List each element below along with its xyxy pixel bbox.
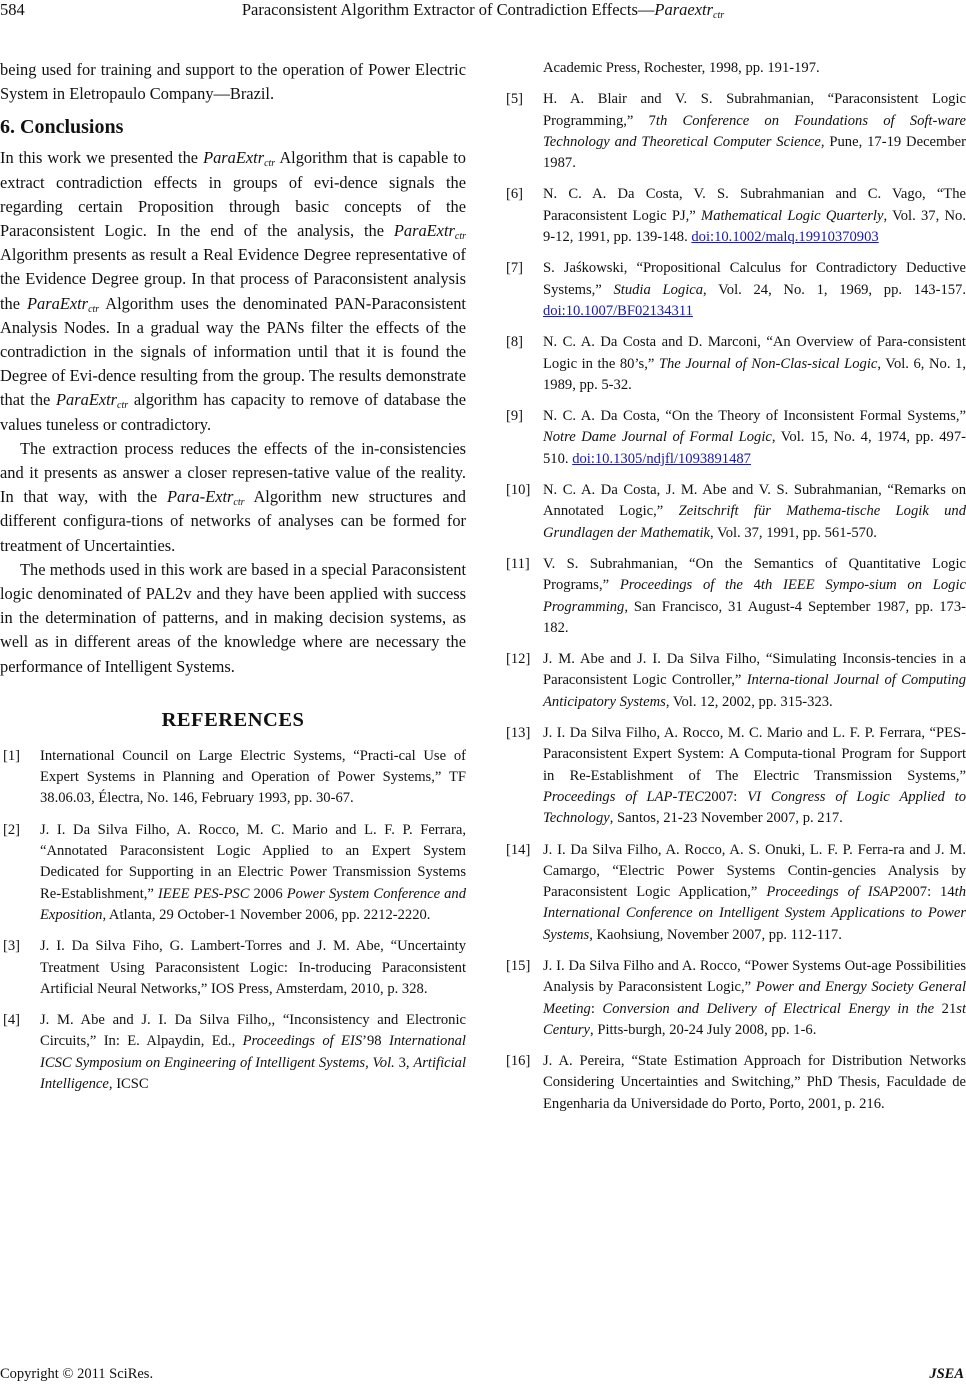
reference-text	[543, 725, 966, 826]
italic-run: Notre Dame Journal of Formal Logic	[543, 429, 772, 446]
reference-number: [4]	[3, 1012, 21, 1029]
reference-number: [10]	[506, 482, 531, 499]
reference-text	[40, 938, 466, 997]
references-heading: REFERENCES	[161, 708, 305, 731]
italic-run: Conversion and Delivery of Electrical Energy in the	[602, 1000, 935, 1017]
journal-abbrev: JSEA	[929, 1366, 964, 1382]
conclusions-paragraph-3	[0, 558, 466, 679]
reference-item	[503, 332, 966, 396]
text-run: J. I. Da Silva Filho, A. Rocco, M. C. Mario and L. F. P. Ferrara, “PES-Paraconsistent Expert System: A Computa-tional Program for Support in Re-Establishment of The Electric Transmission Systems,”	[543, 725, 966, 784]
text-run: The extraction process reduces the effects of the in-consistencies and it presents as answer a closer represen-tative value of the reality. In that way, with the	[0, 438, 466, 507]
running-header	[0, 0, 966, 24]
reference-item	[503, 723, 966, 829]
reference-continuation	[503, 58, 966, 79]
text-run: J. M. Abe and J. I. Da Silva Filho, “Simulating Inconsis-tencies in a Paraconsistent Logic Controller,”	[543, 651, 966, 689]
text-run: , Vol. 24, No. 1, 1969, pp. 143-157.	[703, 281, 966, 298]
intro-paragraph	[0, 58, 466, 106]
italic-run: ParaExtr	[393, 221, 455, 241]
reference-list-right	[503, 89, 966, 1115]
subscript: ctr	[233, 497, 245, 509]
subscript: ctr	[88, 303, 100, 315]
text-run: , Vol. 37, 1991, pp. 561-570.	[710, 524, 877, 541]
copyright: Copyright © 2011 SciRes.	[0, 1366, 154, 1382]
text-run: , Kaohsiung, November 2007, pp. 112-117.	[589, 926, 842, 943]
reference-text	[40, 822, 466, 923]
italic-run: Zeitschrift für Mathema-tische Logik und Grundlagen der Mathematik	[543, 503, 966, 541]
reference-text	[543, 408, 966, 467]
italic-run: Vol.	[372, 1054, 395, 1071]
italic-run: Proceedings of ISAP	[766, 884, 898, 901]
text-run: In this work we presented the	[0, 148, 204, 168]
running-title-sub: ctr	[713, 10, 725, 21]
italic-run: The Journal of Non-Clas-sical Logic	[658, 355, 878, 372]
reference-number: [13]	[506, 725, 531, 742]
doi-link[interactable]: doi:10.1007/BF02134311	[543, 302, 693, 319]
text-run: International Council on Large Electric Systems, “Practi-cal Use of Expert Systems in Planning and Operation of Power Systems,” TF 38.06.03, Électra, No. 146, February 1993, pp. 30-67.	[40, 747, 466, 807]
text-run: 4	[742, 577, 761, 594]
text-run: J. I. Da Silva Fiho, G. Lambert-Torres and J. M. Abe, “Uncertainty Treatment Using Paraconsistent Logic: In-troducing Paraconsistent Artificial Neural Networks,” IOS Press, Amsterdam, 2010, p. 328.	[40, 938, 466, 997]
italic-run: Power System Conference and Exposition	[40, 885, 466, 923]
reference-item	[503, 649, 966, 713]
text-run: The methods used in this work are based in a special Paraconsistent logic denominated of PAL2v and they have been applied with success in the determination of patterns, and in making decision systems, as well as in different areas of the knowledge where are necessary the performance of Intelligent Systems.	[0, 559, 466, 676]
text-run: J. I. Da Silva Filho, A. Rocco, A. S. Onuki, L. F. P. Ferra-ra and J. M. Camargo, “Electric Power Systems Contin-gencies Analysis by Paraconsistent Logic Application,”	[543, 841, 966, 901]
reference-item	[503, 184, 966, 248]
reference-number: [5]	[506, 91, 524, 108]
italic-run: Studia Logica	[613, 281, 704, 298]
reference-number: [6]	[506, 186, 524, 203]
reference-number: [12]	[506, 651, 531, 668]
text-run: , Pune, 17-19 December 1987.	[543, 133, 966, 172]
reference-number: [1]	[3, 747, 21, 764]
italic-run: International ICSC Symposium on Engineering of Intelligent Systems	[40, 1033, 466, 1071]
text-run: J. M. Abe and J. I. Da Silva Filho,, “Inconsistency and Electronic Circuits,” In: E. Alpaydin, Ed.,	[40, 1012, 466, 1050]
subscript: ctr	[264, 158, 276, 170]
conclusions-paragraph-1	[0, 146, 466, 436]
reference-number: [2]	[3, 821, 21, 838]
reference-item	[0, 1010, 466, 1095]
italic-run: th IEEE Sympo-sium on Logic Programming	[543, 577, 966, 615]
text-run: ’98	[362, 1033, 389, 1050]
text-run: J. A. Pereira, “State Estimation Approach for Distribution Networks Considering Uncertainties and Switching,” PhD Thesis, Faculdade de Engenharia da Universidade do Porto, Porto, 2001, p. 216.	[543, 1053, 966, 1112]
text-run: , San Francisco, 31 August-4 September 1987, pp. 173-182.	[543, 598, 966, 636]
text-run: , Vol. 6, No. 1, 1989, pp. 5-32.	[543, 355, 966, 393]
text-run: Academic Press, Rochester, 1998, pp. 191-197.	[543, 60, 820, 76]
reference-number: [8]	[506, 334, 524, 351]
reference-text	[543, 651, 966, 710]
text-run: Algorithm presents as result a Real Evidence Degree representative of the Evidence Degree group. In that process of Paraconsistent analysis the	[0, 245, 466, 313]
text-run: 2007:	[704, 788, 748, 805]
doi-link[interactable]: doi:10.1305/ndjfl/1093891487	[572, 450, 751, 467]
italic-run: Proceedings of the	[619, 577, 743, 594]
italic-run: IEEE PES-PSC	[157, 885, 250, 902]
italic-run: th International Conference on Intelligent System Applications to Power Systems	[543, 884, 966, 943]
text-run: H. A. Blair and V. S. Subrahmanian, “Paraconsistent Logic Programming,” 7	[543, 91, 966, 129]
reference-text	[543, 334, 966, 393]
text-run: being used for training and support to the operation of Power Electric System in Eletropaulo Company―Brazil.	[0, 60, 466, 104]
text-run: 3,	[394, 1054, 414, 1071]
left-column	[0, 58, 466, 1105]
text-run: Algorithm new structures and different configura-tions of networks of analyses can be formed for treatment of Uncertainties.	[0, 487, 466, 555]
italic-run: th Conference on Foundations of Soft-ware Technology and Theoretical Computer Science	[543, 112, 966, 150]
italic-run: st Century	[543, 1000, 966, 1038]
text-run: , Vol. 12, 2002, pp. 315-323.	[665, 693, 833, 710]
text-run: Algorithm uses the denominated PAN-Paraconsistent Analysis Nodes. In a gradual way the PANs filter the effects of the contradiction in the signals of information until that it is found the Degree of Evi-dence resulting from the group. The results demonstrate that the	[0, 293, 466, 410]
right-column	[503, 58, 966, 1125]
text-run: Algorithm that is capable to extract contradiction effects in groups of evi-dence signals the regarding certain Proposition through basic concepts of the Paraconsistent Logic. In the end of the analysis, the	[0, 148, 466, 241]
text-run: J. I. Da Silva Filho and A. Rocco, “Power Systems Out-age Possibilities Analysis by Paraconsistent Logic,”	[543, 957, 966, 996]
conclusions-paragraph-2	[0, 437, 466, 558]
text-run: , Atlanta, 29 October-1 November 2006, pp. 2212-2220.	[102, 906, 431, 923]
text-run: , Vol. 37, No. 9-12, 1991, pp. 139-148.	[543, 207, 966, 246]
reference-item	[503, 956, 966, 1041]
text-run: V. S. Subrahmanian, “On the Semantics of Quantitative Logic Programs,”	[543, 555, 966, 594]
italic-run: ParaExtr	[203, 148, 265, 168]
reference-item	[503, 554, 966, 639]
reference-item	[503, 1051, 966, 1115]
text-run: ,	[365, 1054, 373, 1071]
text-run: , Vol. 15, No. 4, 1974, pp. 497-510.	[543, 429, 966, 467]
running-title-italic: Paraextr	[654, 0, 714, 19]
text-run: N. C. A. Da Costa, “On the Theory of Inconsistent Formal Systems,”	[543, 408, 966, 425]
reference-text	[543, 260, 966, 319]
text-run: , Pitts-burgh, 20-24 July 2008, pp. 1-6.	[590, 1021, 817, 1038]
reference-item	[0, 820, 466, 926]
text-run: :	[590, 1000, 603, 1017]
subscript: ctr	[117, 400, 129, 412]
italic-run: Power and Energy Society General Meeting	[543, 979, 966, 1017]
reference-item	[0, 746, 466, 810]
italic-run: ParaExtr	[27, 293, 89, 313]
reference-number: [14]	[506, 841, 531, 858]
reference-text	[40, 748, 466, 807]
text-run: N. C. A. Da Costa, V. S. Subrahmanian and C. Vago, “The Paraconsistent Logic PJ,”	[543, 186, 966, 224]
reference-item	[503, 258, 966, 322]
running-title	[0, 0, 966, 20]
reference-number: [11]	[506, 555, 530, 572]
text-run: 2007: 14	[897, 884, 955, 901]
reference-item	[0, 936, 466, 1000]
italic-run: Interna-tional Journal of Computing Anticipatory Systems	[543, 672, 966, 710]
text-run: N. C. A. Da Costa and D. Marconi, “An Overview of Para-consistent Logic in the 80’s,”	[543, 334, 966, 372]
reference-item	[503, 406, 966, 470]
text-run: J. I. Da Silva Filho, A. Rocco, M. C. Mario and L. F. P. Ferrara, “Annotated Paraconsistent Logic Applied to an Expert System Dedicated for Supporting in an Electric Power Transmission Systems Re-Establishment,”	[40, 821, 466, 902]
section-title-conclusions: 6. Conclusions	[0, 116, 124, 139]
text-run: , Santos, 21-23 November 2007, p. 217.	[609, 810, 843, 827]
reference-text	[543, 60, 820, 76]
reference-number: [15]	[506, 957, 531, 974]
text-run: 21	[934, 1000, 957, 1017]
italic-run: Para-Extr	[166, 487, 234, 507]
text-run: N. C. A. Da Costa, J. M. Abe and V. S. Subrahmanian, “Remarks on Annotated Logic,”	[543, 482, 966, 520]
italic-run: Proceedings of LAP-TEC	[543, 788, 705, 805]
reference-text	[543, 186, 966, 245]
reference-text	[543, 91, 966, 171]
text-run: 2006	[249, 885, 287, 902]
text-run: , ICSC	[108, 1076, 149, 1093]
text-run: S. Jaśkowski, “Propositional Calculus for Contradictory Deductive Systems,”	[543, 260, 966, 298]
reference-number: [7]	[506, 260, 524, 277]
italic-run: VI Congress of Logic Applied to Technology	[543, 788, 966, 827]
page-number: 584	[0, 0, 25, 19]
italic-run: Artificial Intelligence	[40, 1054, 467, 1093]
text-run: algorithm has capacity to remove of database the values tuneless or contradictory.	[0, 390, 466, 434]
reference-item	[503, 480, 966, 544]
reference-number: [16]	[506, 1053, 531, 1070]
reference-text	[543, 556, 966, 636]
reference-text	[40, 1012, 466, 1092]
reference-item	[503, 840, 966, 946]
reference-text	[543, 842, 966, 943]
reference-text	[543, 1053, 966, 1112]
doi-link[interactable]: doi:10.1002/malq.19910370903	[691, 229, 879, 246]
italic-run: Mathematical Logic Quarterly	[701, 207, 884, 224]
reference-number: [3]	[3, 938, 21, 955]
italic-run: Proceedings of EIS	[242, 1033, 363, 1050]
reference-list-left	[0, 746, 466, 1095]
reference-text	[543, 958, 966, 1038]
reference-item	[503, 89, 966, 174]
reference-number: [9]	[506, 408, 524, 425]
italic-run: ParaExtr	[56, 390, 118, 410]
reference-text	[543, 482, 966, 541]
subscript: ctr	[454, 231, 466, 243]
running-title-text: Paraconsistent Algorithm Extractor of Contradiction Effects—	[241, 0, 655, 19]
